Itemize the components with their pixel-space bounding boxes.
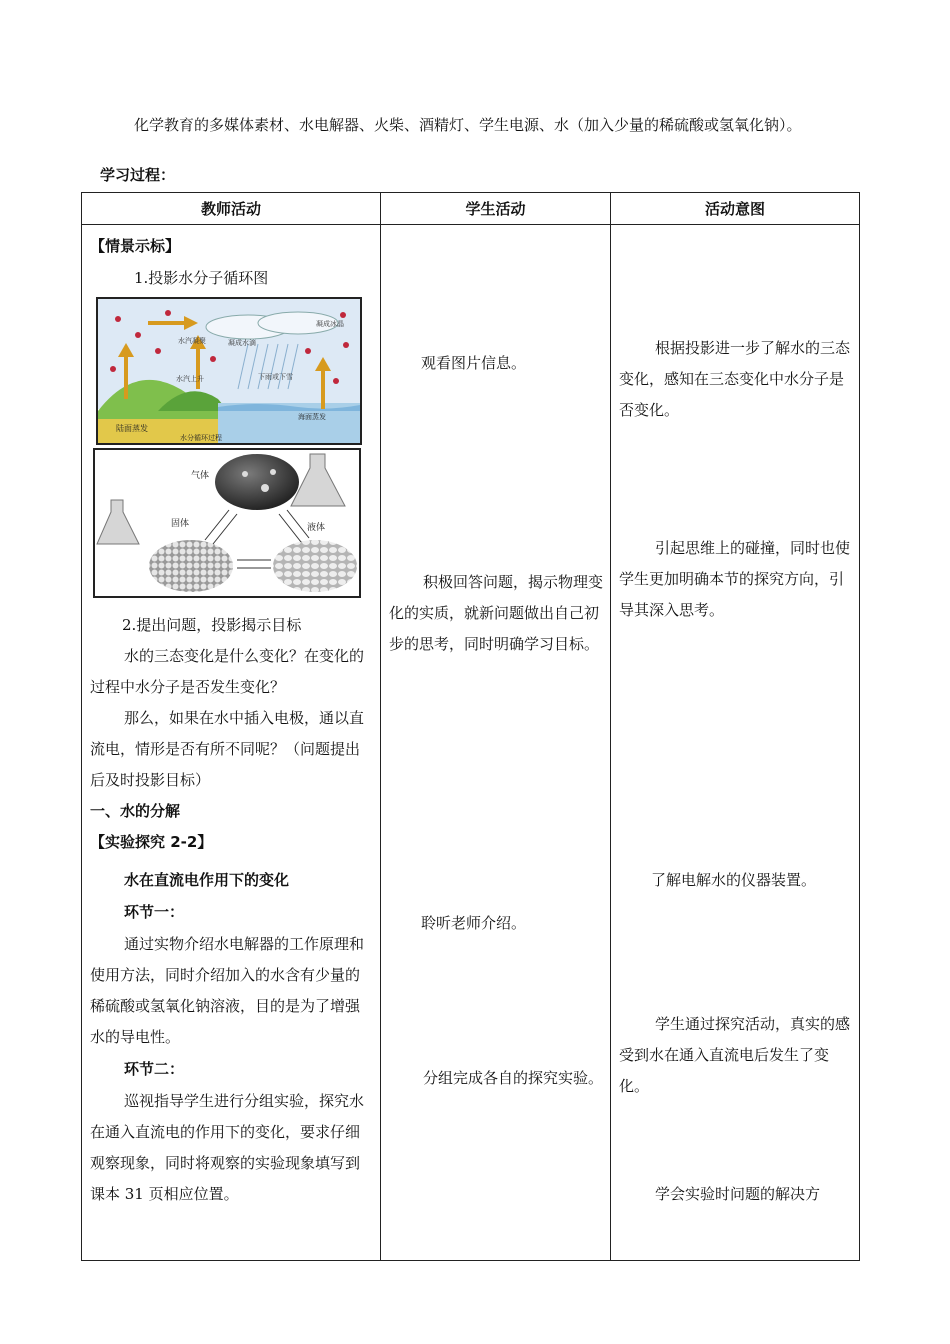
table-row (82, 225, 860, 1261)
step2-heading: 环节二： (124, 1060, 185, 1078)
experiment-heading: 【实验探究 2-2】 (90, 833, 213, 851)
label-sea-evap: 海面蒸发 (298, 413, 326, 421)
purpose-4: 学生通过探究活动，真实的感受到水在通入直流电后发生了变化。 (619, 1015, 851, 1095)
experiment-title: 水在直流电作用下的变化 (124, 871, 290, 889)
question-1: 水的三态变化是什么变化？在变化的过程中水分子是否发生变化？ (90, 647, 365, 696)
figure-caption: 水分循环过程 (180, 434, 222, 442)
label-rise: 水汽上升 (176, 375, 204, 383)
purpose-cell (611, 225, 860, 1261)
header-student: 学生活动 (381, 193, 611, 225)
label-ice: 凝成冰晶 (316, 320, 344, 328)
process-title: 学习过程： (100, 166, 176, 184)
gas-sphere (215, 454, 299, 510)
student-activity-3: 聆听老师介绍。 (421, 914, 527, 932)
purpose-5: 学会实验时问题的解决方 (655, 1185, 821, 1203)
water-cycle-figure (96, 297, 362, 445)
scene-heading: 【情景示标】 (90, 237, 181, 255)
purpose-1: 根据投影进一步了解水的三态变化，感知在三态变化中水分子是否变化。 (619, 339, 851, 419)
item2-text: 2.提出问题，投影揭示目标 (122, 616, 302, 634)
label-liquid: 液体 (307, 523, 326, 533)
teacher-cell (82, 225, 381, 1261)
gas-particle (270, 469, 276, 475)
step2-text: 巡视指导学生进行分组实验，探究水在通入直流电的作用下的变化，要求仔细观察现象，同时将观察的实验现象填写到课本 31 页相应位置。 (90, 1092, 365, 1203)
label-rain: 下雨或下雪 (258, 373, 293, 381)
student-cell (381, 225, 611, 1261)
header-purpose: 活动意图 (611, 193, 860, 225)
label-solid: 固体 (171, 519, 190, 529)
states-of-matter-figure (93, 448, 361, 598)
label-land-evap: 陆面蒸发 (116, 424, 148, 433)
purpose-3: 了解电解水的仪器装置。 (651, 871, 817, 889)
materials-text: 化学教育的多媒体素材、水电解器、火柴、酒精灯、学生电源、水（加入少量的稀硫酸或氢氧化钠）。 (134, 116, 802, 134)
solid-sphere (149, 540, 233, 592)
states-illustration (95, 450, 359, 596)
liquid-sphere (273, 540, 357, 592)
step1-text: 通过实物介绍水电解器的工作原理和使用方法，同时介绍加入的水含有少量的稀硫酸或氢氧化钠溶液，目的是为了增强水的导电性。 (90, 935, 365, 1046)
label-condense: 水汽凝聚 (178, 337, 206, 345)
activity-table (81, 192, 860, 1261)
water-cycle-illustration (98, 299, 360, 443)
purpose-2: 引起思维上的碰撞，同时也使学生更加明确本节的探究方向，引导其深入思考。 (619, 539, 851, 619)
label-gas: 气体 (191, 471, 210, 481)
flask-top-right (291, 454, 345, 506)
flask-left (97, 500, 139, 544)
gas-particle (261, 484, 269, 492)
header-teacher: 教师活动 (82, 193, 381, 225)
step1-heading: 环节一： (124, 903, 185, 921)
gas-particle (242, 471, 248, 477)
section-water-decomposition: 一、水的分解 (90, 802, 181, 820)
table-header-row (82, 193, 860, 225)
student-activity-4: 分组完成各自的探究实验。 (423, 1069, 604, 1087)
item1-text: 1.投影水分子循环图 (134, 269, 269, 287)
student-activity-2: 积极回答问题，揭示物理变化的实质，就新问题做出自己初步的思考，同时明确学习目标。 (389, 573, 604, 653)
label-droplets: 凝成水滴 (228, 339, 256, 347)
question-2: 那么，如果在水中插入电极，通以直流电，情形是否有所不同呢？（问题提出后及时投影目标） (90, 709, 365, 789)
student-activity-1: 观看图片信息。 (421, 354, 527, 372)
